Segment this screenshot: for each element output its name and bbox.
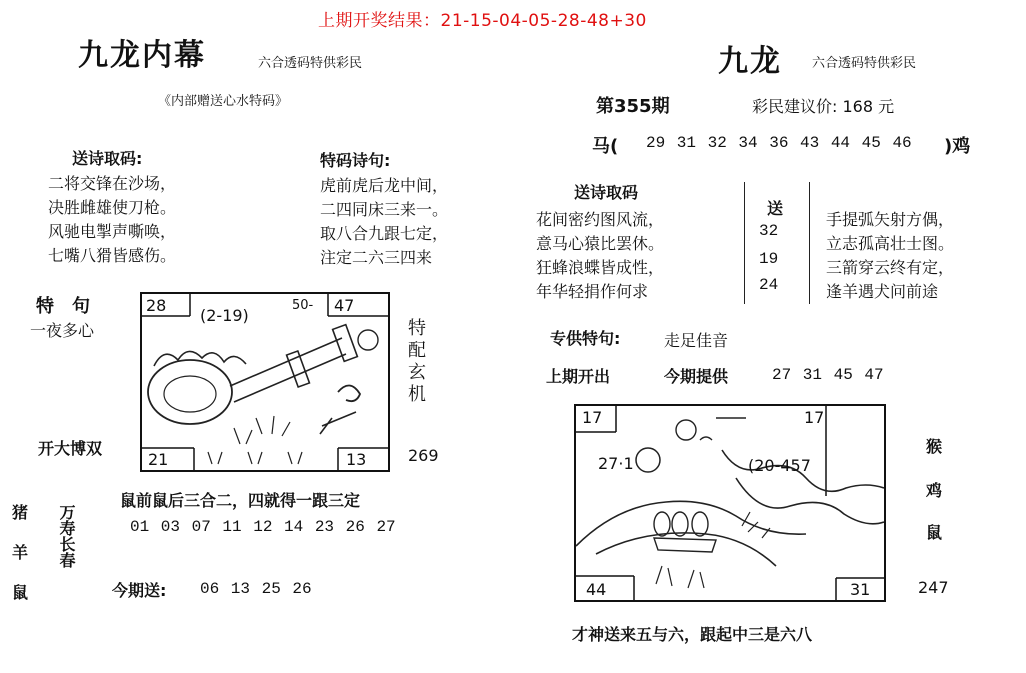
right-subtitle: 六合透码特供彩民 bbox=[812, 56, 917, 71]
zodiac-1: 猪 bbox=[12, 503, 29, 522]
box-corner-tl: 17 bbox=[582, 408, 603, 427]
poem-line: 手提弧矢射方偶， bbox=[826, 210, 955, 229]
poem-line: 花间密约图风流， bbox=[536, 210, 665, 229]
right-issue: 第355期 bbox=[596, 96, 670, 117]
box-corner-tr: 47 bbox=[334, 296, 355, 315]
poem-line: 决胜雌雄使刀枪。 bbox=[48, 198, 177, 217]
right-code-247: 247 bbox=[918, 578, 949, 597]
left-vertical-note: 特配玄机 bbox=[405, 318, 426, 406]
sketch-illustration bbox=[576, 406, 884, 600]
left-title: 九龙内幕 bbox=[78, 38, 206, 73]
box-corner-tl: 28 bbox=[146, 296, 167, 315]
right-horse-start: 马( bbox=[592, 136, 619, 157]
poem-line: 逢羊遇犬问前途 bbox=[826, 282, 939, 301]
poem-line: 意马心猿比罢休。 bbox=[536, 234, 665, 253]
left-special-label: 特 句 bbox=[36, 296, 90, 317]
right-zodiac-1: 猴 bbox=[926, 437, 943, 456]
box-corner-br: 13 bbox=[346, 450, 367, 469]
left-blessing: 万寿长春 bbox=[57, 504, 76, 568]
right-zodiac-2: 鸡 bbox=[926, 481, 943, 500]
send-col-header: 送 bbox=[767, 199, 784, 218]
left-poem-b-header: 特码诗句: bbox=[320, 151, 391, 170]
box-corner-br: 31 bbox=[850, 580, 871, 599]
box-corner-tr: 17 bbox=[804, 408, 825, 427]
poem-line: 取八合九跟七定， bbox=[320, 224, 449, 243]
left-send-label: 今期送: bbox=[112, 581, 167, 600]
right-this-period-numbers: 27 31 45 47 bbox=[772, 366, 884, 384]
box-scribble-b: 50- bbox=[292, 298, 314, 313]
box-scribble: (2-19) bbox=[200, 306, 249, 325]
last-draw-banner: 上期开奖结果：21-15-04-05-28-48+30 bbox=[318, 11, 647, 31]
left-side-label: 开大博双 bbox=[38, 439, 103, 458]
right-send-column bbox=[744, 182, 810, 304]
left-poem-b bbox=[320, 174, 448, 270]
right-bottom-line: 才神送来五与六，跟起中三是六八 bbox=[572, 625, 813, 644]
left-special-phrase: 一夜多心 bbox=[30, 321, 95, 340]
right-horse-numbers: 29 31 32 34 36 43 44 45 46 bbox=[646, 134, 912, 152]
box-corner-bl: 21 bbox=[148, 450, 169, 469]
right-poem-right bbox=[826, 208, 954, 304]
poem-line: 七嘴八猾皆感伤。 bbox=[48, 246, 177, 265]
right-special-label: 专供特句: bbox=[550, 329, 621, 348]
send-col-value: 19 bbox=[759, 250, 779, 268]
right-title: 九龙 bbox=[718, 44, 782, 79]
right-this-period-label: 今期提供 bbox=[664, 367, 729, 386]
poem-line: 立志孤高壮士图。 bbox=[826, 234, 955, 253]
poem-line: 虎前虎后龙中间， bbox=[320, 176, 449, 195]
right-poem-left bbox=[536, 208, 664, 304]
send-col-value: 24 bbox=[759, 276, 779, 294]
poem-line: 狂蜂浪蝶皆成性， bbox=[536, 258, 665, 277]
poem-line: 年华轻捐作何求 bbox=[536, 282, 649, 301]
right-picture-box bbox=[574, 404, 886, 602]
box-corner-bl: 44 bbox=[586, 580, 607, 599]
left-picture-box bbox=[140, 292, 390, 472]
left-rat-line: 鼠前鼠后三合二，四就得一跟三定 bbox=[120, 491, 361, 510]
poem-line: 二四同床三来一。 bbox=[320, 200, 449, 219]
zodiac-3: 鼠 bbox=[12, 583, 29, 602]
left-poem-a bbox=[48, 172, 176, 268]
left-code-269: 269 bbox=[408, 446, 439, 465]
box-scribble-b: 27·1 bbox=[598, 454, 634, 473]
right-zodiac-3: 鼠 bbox=[926, 523, 943, 542]
poem-line: 风驰电掣声嘶唤， bbox=[48, 222, 177, 241]
left-subtitle: 六合透码特供彩民 bbox=[258, 56, 363, 71]
right-special-phrase: 走足佳音 bbox=[664, 331, 729, 350]
send-col-value: 32 bbox=[759, 222, 779, 240]
poem-line: 三箭穿云终有定， bbox=[826, 258, 955, 277]
right-horse-end: )鸡 bbox=[944, 136, 971, 157]
left-gift-line: 《内部赠送心水特码》 bbox=[158, 94, 289, 109]
poem-line: 二将交锋在沙场， bbox=[48, 174, 177, 193]
left-send-numbers: 06 13 25 26 bbox=[200, 580, 312, 598]
right-poem-header: 送诗取码 bbox=[574, 183, 639, 202]
right-price: 彩民建议价: 168 元 bbox=[752, 97, 895, 116]
poem-line: 注定二六三四来 bbox=[320, 248, 433, 267]
right-last-open-label: 上期开出 bbox=[546, 367, 611, 386]
zodiac-2: 羊 bbox=[12, 543, 29, 562]
sketch-illustration bbox=[142, 294, 388, 470]
box-scribble: (20-457 bbox=[748, 456, 811, 475]
left-numbers: 01 03 07 11 12 14 23 26 27 bbox=[130, 518, 396, 536]
left-poem-a-header: 送诗取码: bbox=[72, 149, 143, 168]
